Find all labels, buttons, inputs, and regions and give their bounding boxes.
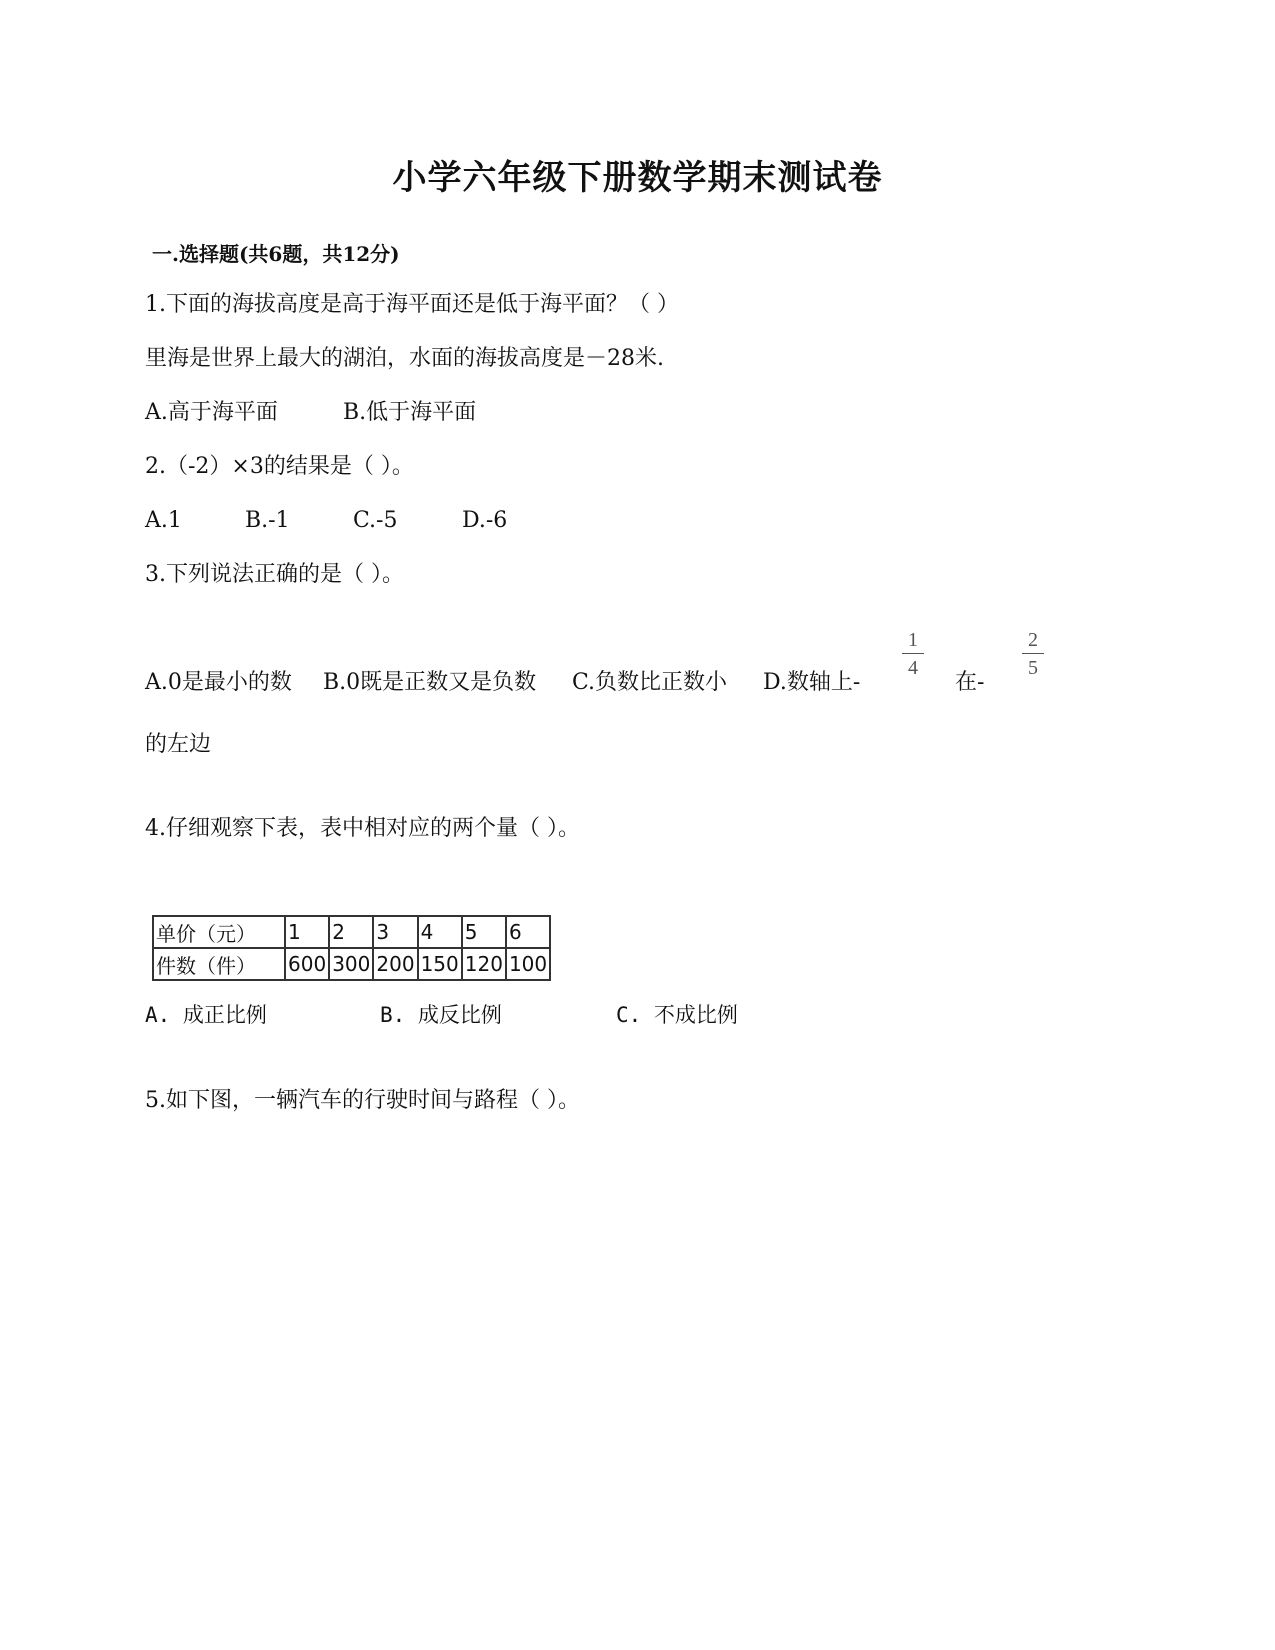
table-row	[153, 948, 550, 980]
table-cell: 300	[329, 948, 373, 980]
question-4-option-c: C. 不成比例	[616, 1003, 738, 1027]
table-row	[153, 916, 550, 948]
question-2-option-a: A.1	[145, 508, 182, 533]
table-cell: 3	[373, 916, 417, 948]
question-4-stem: 4.仔细观察下表，表中相对应的两个量（ ）。	[145, 816, 580, 841]
table-cell: 6	[506, 916, 550, 948]
question-3-option-a: A.0是最小的数	[145, 670, 292, 695]
price-quantity-table	[152, 915, 551, 981]
question-4-option-b: B. 成反比例	[380, 1003, 502, 1027]
question-2-option-d: D.-6	[462, 508, 508, 533]
question-3-option-d-middle: 在-	[955, 670, 985, 695]
table-cell: 1	[285, 916, 329, 948]
fraction-one-quarter	[902, 629, 924, 679]
fraction-denominator: 4	[908, 657, 918, 679]
question-3-option-c: C.负数比正数小	[572, 670, 728, 695]
question-3-option-b: B.0既是正数又是负数	[323, 670, 537, 695]
page-title: 小学六年级下册数学期末测试卷	[392, 158, 883, 198]
question-5-stem: 5.如下图，一辆汽车的行驶时间与路程（ ）。	[145, 1088, 580, 1113]
question-3-stem: 3.下列说法正确的是（ ）。	[145, 562, 404, 587]
fraction-numerator: 2	[1028, 629, 1038, 651]
table-cell: 单价（元）	[153, 916, 285, 948]
table-cell: 200	[373, 948, 417, 980]
table-cell: 2	[329, 916, 373, 948]
question-2-option-c: C.-5	[353, 508, 398, 533]
question-1-option-a: A.高于海平面	[145, 400, 278, 425]
section-heading: 一.选择题(共6题，共12分)	[152, 242, 400, 266]
question-1-stem: 1.下面的海拔高度是高于海平面还是低于海平面？（ ）	[145, 292, 679, 317]
table-cell: 100	[506, 948, 550, 980]
fraction-denominator: 5	[1028, 657, 1038, 679]
fraction-bar	[902, 653, 924, 654]
question-1-option-b: B.低于海平面	[343, 400, 477, 425]
table-cell: 150	[418, 948, 462, 980]
question-3-option-d-tail: 的左边	[145, 732, 212, 757]
question-1-info: 里海是世界上最大的湖泊，水面的海拔高度是－28米.	[145, 346, 664, 371]
fraction-numerator: 1	[908, 629, 918, 651]
table-cell: 120	[462, 948, 506, 980]
table-cell: 件数（件）	[153, 948, 285, 980]
question-2-option-b: B.-1	[245, 508, 290, 533]
question-4-option-a: A. 成正比例	[145, 1003, 267, 1027]
question-3-option-d: D.数轴上-	[763, 670, 861, 695]
fraction-bar	[1022, 653, 1044, 654]
fraction-two-fifths	[1022, 629, 1044, 679]
table-cell: 4	[418, 916, 462, 948]
table-cell: 5	[462, 916, 506, 948]
question-2-stem: 2.（-2）×3的结果是（ ）。	[145, 454, 414, 479]
table-cell: 600	[285, 948, 329, 980]
